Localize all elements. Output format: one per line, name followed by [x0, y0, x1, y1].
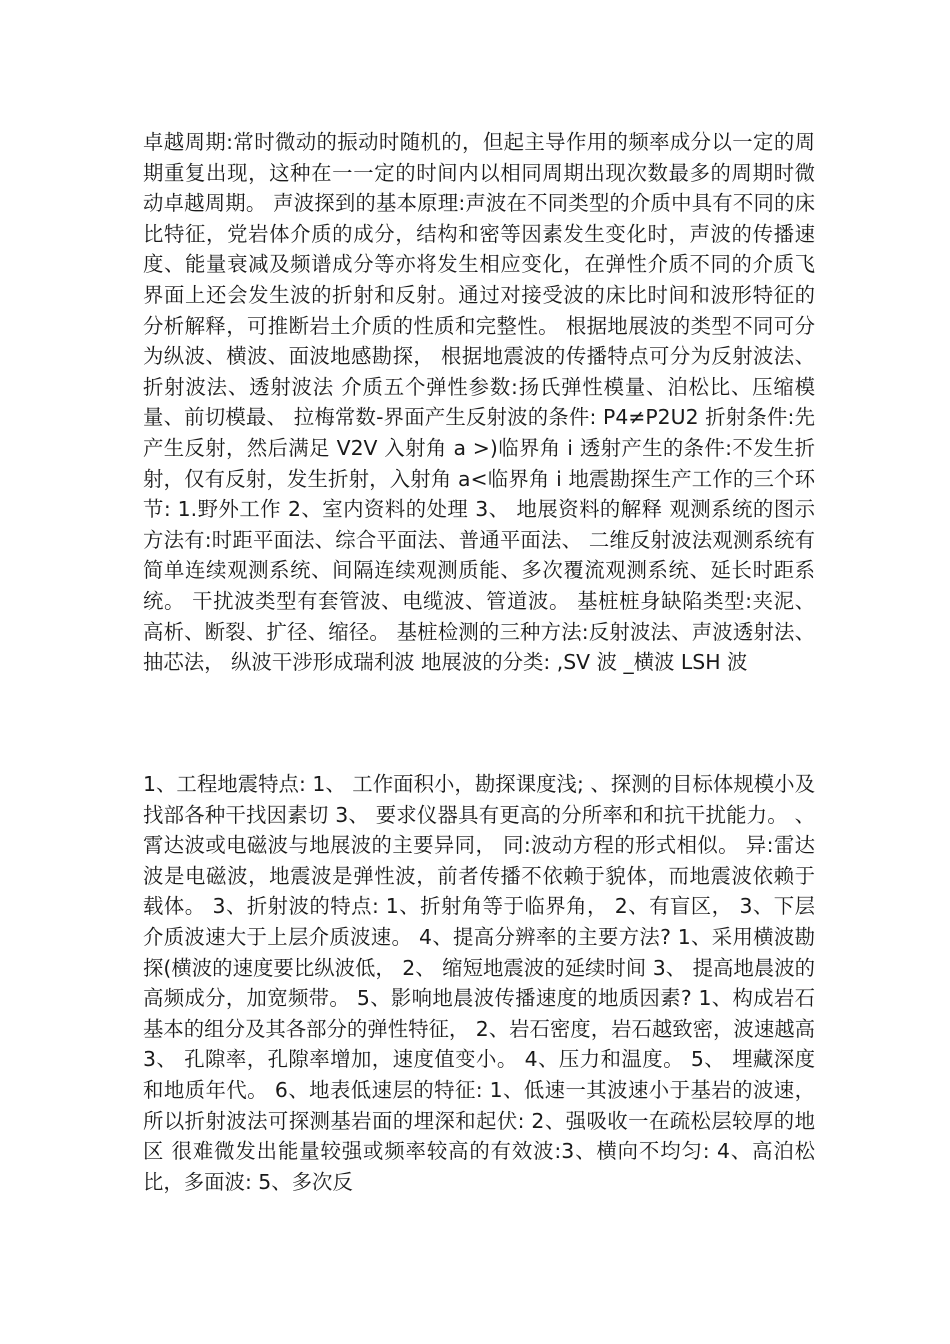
paragraph-engineering-seismic-features: 1、工程地震特点: 1、 工作面积小，勘探课度浅; 、探测的目标体规模小及找部各种干找因素切 3、 要求仪器具有更高的分所率和和抗干扰能力。 、霄达波或电磁波与地展波的主要异同， 同:波动方程的形式相似。 异:雷达波是电磁波，地震波是弹性波，前者传播不依赖于貌体，而地震波依赖于载体。 3、折射波的特点: 1、折射角等于临界角， 2、有盲区， 3、下层介质波速大于上层介质波速。 4、提高分辨率的主要方法? 1、采用横波勘探(横波的速度要比纵波低， 2、 缩短地震波的延续时间 3、 提高地晨波的高频成分，加宽频带。 5、影响地晨波传播速度的地质因素? 1、构成岩石基本的组分及其各部分的弹性特征， 2、岩石密度，岩石越致密，波速越高 3、 孔隙率，孔隙率增加，速度值变小。 4、压力和温度。 5、 埋藏深度和地质年代。 6、地表低速层的特征: 1、低速一其波速小于基岩的波速，所以折射波法可探测基岩面的埋深和起伏: 2、强吸收一在疏松层较厚的地区 很难微发出能量较强或频率较高的有效波:3、横向不均匀: 4、高泊松比，多面波: 5、多次反: [143, 772, 815, 1194]
paragraph-seismic-definitions: 卓越周期:常时微动的振动时随机的，但起主导作用的频率成分以一定的周期重复出现，这种在一一定的时间内以相同周期出现次数最多的周期时微动卓越周期。 声波探到的基本原理:声波在不同类型的介质中具有不同的床比特征，党岩体介质的成分，结构和密等因素发生变化时，声波的传播速度、能量衰减及频谱成分等亦将发生相应变化，在弹性介质不同的介质飞界面上还会发生波的折射和反射。通过对接受波的床比时间和波形特征的分析解释，可推断岩土介质的性质和完整性。 根据地展波的类型不同可分为纵波、横波、面波地感勘探， 根据地震波的传播特点可分为反射波法、折射波法、透射波法 介质五个弹性参数:扬氏弹性模量、泊松比、压缩模量、前切模最、 拉梅常数-界面产生反射波的条件: P4≠P2U2 折射条件:先产生反射，然后满足 V2V 入射角 a >)临界角 i 透射产生的条件:不发生折射，仅有反射，发生折射，入射角 a<临界角 i 地震勘探生产工作的三个环节: 1.野外工作 2、室内资料的处理 3、 地展资料的解释 观测系统的图示方法有:时距平面法、综合平面法、普通平面法、 二维反射波法观测系统有简单连续观测系统、间隔连续观测质能、多次覆流观测系统、延长时距系统。 干扰波类型有套管波、电缆波、管道波。 基桩桩身缺陷类型:夹泥、高析、断裂、扩径、缩径。 基桩检测的三种方法:反射波法、声波透射法、抽芯法， 纵波干涉形成瑞利波 地展波的分类: ,SV 波 _横波 LSH 波: [143, 130, 815, 675]
